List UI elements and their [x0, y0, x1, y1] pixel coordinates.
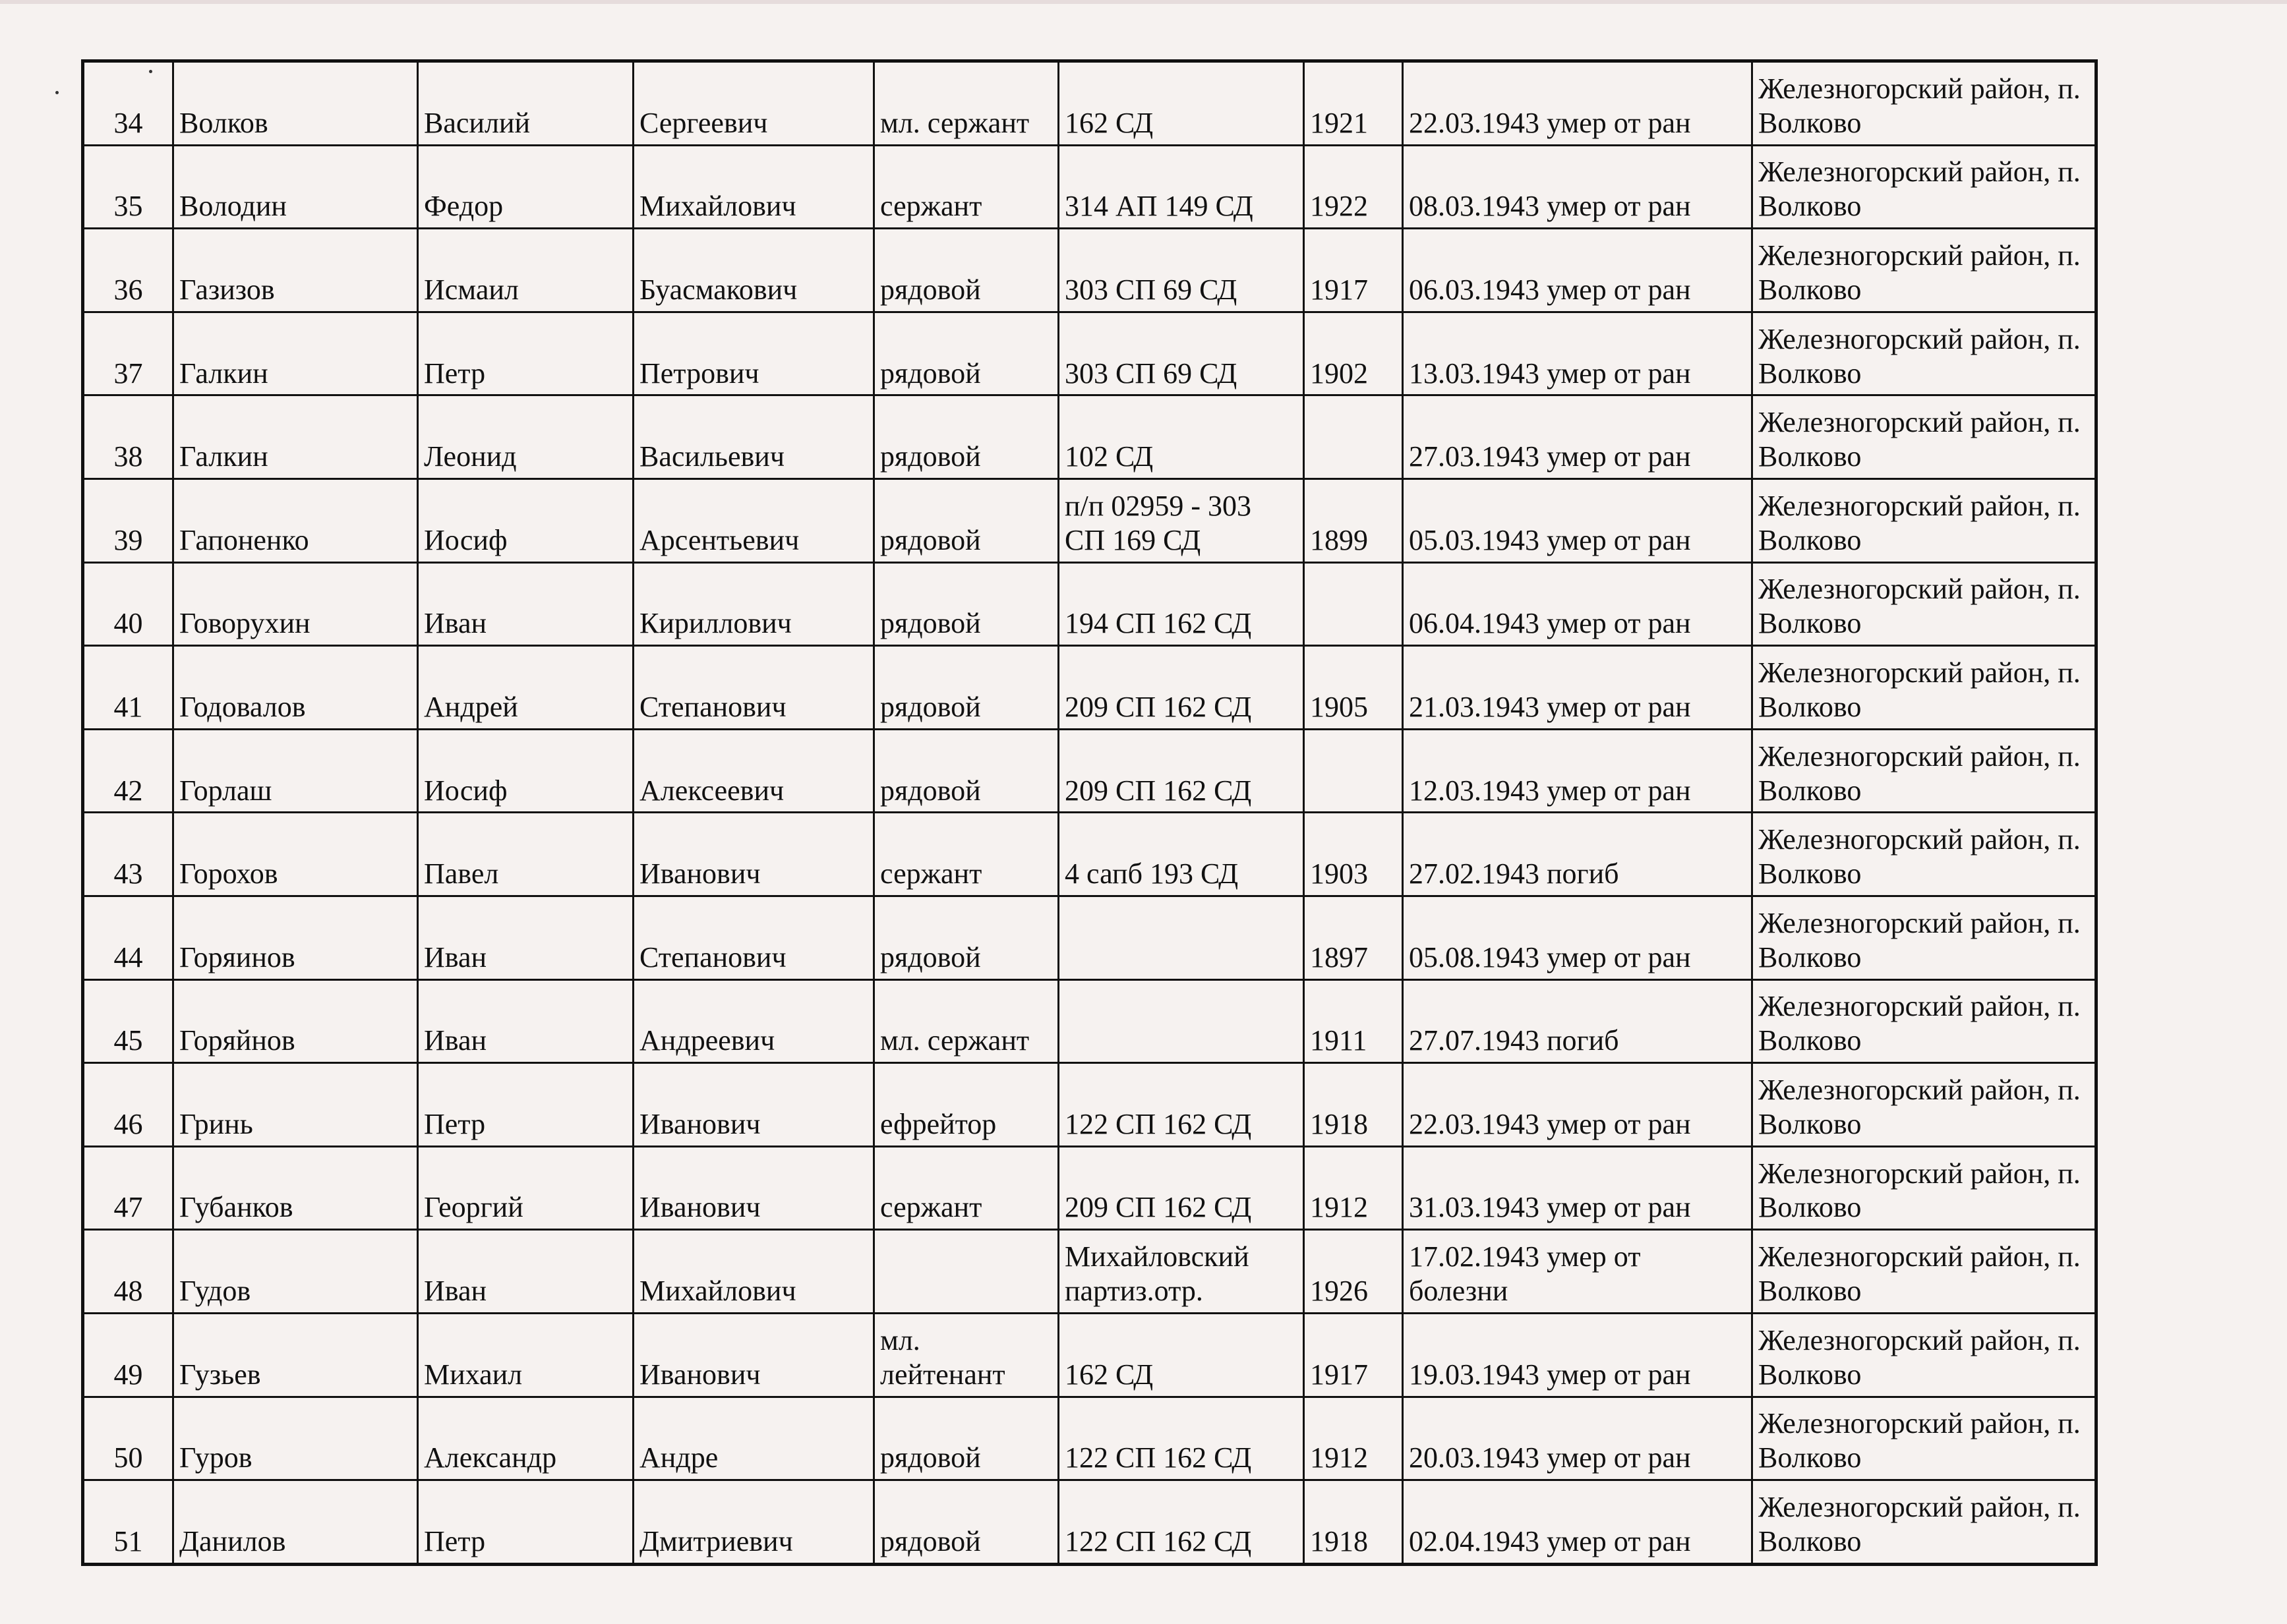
first-name-cell: Петр — [418, 1480, 634, 1565]
rank-cell: сержант — [874, 145, 1059, 229]
surname-cell: Газизов — [173, 229, 418, 312]
unit-cell — [1059, 896, 1304, 980]
birth-year-cell: 1926 — [1304, 1230, 1403, 1314]
death-date-cause-cell: 13.03.1943 умер от ран — [1403, 312, 1752, 395]
surname-cell: Галкин — [173, 395, 418, 479]
rank-cell: рядовой — [874, 479, 1059, 563]
death-date-cause-cell: 12.03.1943 умер от ран — [1403, 729, 1752, 813]
table-row — [83, 1230, 2096, 1314]
burial-place-cell: Железногорский район, п. Волково — [1752, 1146, 2096, 1230]
table-row — [83, 562, 2096, 646]
table-body — [83, 61, 2096, 1565]
first-name-cell: Иван — [418, 896, 634, 980]
rank-cell: рядовой — [874, 312, 1059, 395]
record-number: 48 — [83, 1230, 173, 1314]
patronymic-cell: Кириллович — [634, 562, 874, 646]
burial-place-cell: Железногорский район, п. Волково — [1752, 395, 2096, 479]
birth-year-cell: 1922 — [1304, 145, 1403, 229]
record-number: 42 — [83, 729, 173, 813]
first-name-cell: Иосиф — [418, 479, 634, 563]
table-row — [83, 646, 2096, 730]
death-date-cause-cell: 22.03.1943 умер от ран — [1403, 61, 1752, 146]
patronymic-cell: Степанович — [634, 896, 874, 980]
patronymic-cell: Михайлович — [634, 1230, 874, 1314]
unit-cell: 162 СД — [1059, 1313, 1304, 1397]
burial-place-cell: Железногорский район, п. Волково — [1752, 145, 2096, 229]
burial-list-table — [81, 59, 2098, 1566]
patronymic-cell: Алексеевич — [634, 729, 874, 813]
record-number: 51 — [83, 1480, 173, 1565]
surname-cell: Володин — [173, 145, 418, 229]
surname-cell: Годовалов — [173, 646, 418, 730]
death-date-cause-cell: 06.03.1943 умер от ран — [1403, 229, 1752, 312]
unit-cell: 303 СП 69 СД — [1059, 229, 1304, 312]
patronymic-cell: Степанович — [634, 646, 874, 730]
rank-cell: рядовой — [874, 896, 1059, 980]
death-date-cause-cell: 05.03.1943 умер от ран — [1403, 479, 1752, 563]
record-number: 40 — [83, 562, 173, 646]
patronymic-cell: Иванович — [634, 1063, 874, 1147]
death-date-cause-cell: 31.03.1943 умер от ран — [1403, 1146, 1752, 1230]
surname-cell: Гудов — [173, 1230, 418, 1314]
birth-year-cell: 1905 — [1304, 646, 1403, 730]
burial-place-cell: Железногорский район, п. Волково — [1752, 729, 2096, 813]
surname-cell: Горяйнов — [173, 979, 418, 1063]
death-date-cause-cell: 06.04.1943 умер от ран — [1403, 562, 1752, 646]
rank-cell: ефрейтор — [874, 1063, 1059, 1147]
rank-cell: мл. лейтенант — [874, 1313, 1059, 1397]
first-name-cell: Леонид — [418, 395, 634, 479]
rank-cell: рядовой — [874, 562, 1059, 646]
burial-place-cell: Железногорский район, п. Волково — [1752, 1397, 2096, 1480]
record-number: 45 — [83, 979, 173, 1063]
surname-cell: Гуров — [173, 1397, 418, 1480]
burial-place-cell: Железногорский район, п. Волково — [1752, 61, 2096, 146]
death-date-cause-cell: 05.08.1943 умер от ран — [1403, 896, 1752, 980]
patronymic-cell: Буасмакович — [634, 229, 874, 312]
unit-cell: 209 СП 162 СД — [1059, 729, 1304, 813]
record-number: 37 — [83, 312, 173, 395]
first-name-cell: Петр — [418, 312, 634, 395]
burial-place-cell: Железногорский район, п. Волково — [1752, 562, 2096, 646]
patronymic-cell: Васильевич — [634, 395, 874, 479]
record-number: 50 — [83, 1397, 173, 1480]
unit-cell: 122 СП 162 СД — [1059, 1063, 1304, 1147]
rank-cell: мл. сержант — [874, 979, 1059, 1063]
patronymic-cell: Сергеевич — [634, 61, 874, 146]
patronymic-cell: Иванович — [634, 1313, 874, 1397]
death-date-cause-cell: 27.03.1943 умер от ран — [1403, 395, 1752, 479]
first-name-cell: Иван — [418, 562, 634, 646]
patronymic-cell: Михайлович — [634, 145, 874, 229]
table-row — [83, 729, 2096, 813]
table-row — [83, 229, 2096, 312]
birth-year-cell: 1918 — [1304, 1063, 1403, 1147]
first-name-cell: Петр — [418, 1063, 634, 1147]
patronymic-cell: Арсентьевич — [634, 479, 874, 563]
burial-place-cell: Железногорский район, п. Волково — [1752, 979, 2096, 1063]
surname-cell: Волков — [173, 61, 418, 146]
patronymic-cell: Андре — [634, 1397, 874, 1480]
first-name-cell: Андрей — [418, 646, 634, 730]
table-row — [83, 312, 2096, 395]
first-name-cell: Иосиф — [418, 729, 634, 813]
record-number: 34 — [83, 61, 173, 146]
first-name-cell: Георгий — [418, 1146, 634, 1230]
rank-cell: мл. сержант — [874, 61, 1059, 146]
birth-year-cell: 1917 — [1304, 1313, 1403, 1397]
first-name-cell: Михаил — [418, 1313, 634, 1397]
rank-cell: сержант — [874, 813, 1059, 896]
scan-speck — [55, 91, 59, 94]
death-date-cause-cell: 17.02.1943 умер от болезни — [1403, 1230, 1752, 1314]
unit-cell: 314 АП 149 СД — [1059, 145, 1304, 229]
first-name-cell: Иван — [418, 979, 634, 1063]
unit-cell — [1059, 979, 1304, 1063]
table-row — [83, 395, 2096, 479]
birth-year-cell: 1911 — [1304, 979, 1403, 1063]
burial-place-cell: Железногорский район, п. Волково — [1752, 813, 2096, 896]
rank-cell: сержант — [874, 1146, 1059, 1230]
rank-cell — [874, 1230, 1059, 1314]
record-number: 39 — [83, 479, 173, 563]
birth-year-cell: 1902 — [1304, 312, 1403, 395]
first-name-cell: Василий — [418, 61, 634, 146]
death-date-cause-cell: 19.03.1943 умер от ран — [1403, 1313, 1752, 1397]
record-number: 46 — [83, 1063, 173, 1147]
record-number: 47 — [83, 1146, 173, 1230]
record-number: 36 — [83, 229, 173, 312]
patronymic-cell: Андреевич — [634, 979, 874, 1063]
surname-cell: Говорухин — [173, 562, 418, 646]
rank-cell: рядовой — [874, 395, 1059, 479]
burial-list-sheet — [81, 59, 2094, 1566]
burial-place-cell: Железногорский район, п. Волково — [1752, 1063, 2096, 1147]
table-row — [83, 1313, 2096, 1397]
birth-year-cell — [1304, 562, 1403, 646]
unit-cell: 122 СП 162 СД — [1059, 1397, 1304, 1480]
burial-place-cell: Железногорский район, п. Волково — [1752, 1313, 2096, 1397]
record-number: 44 — [83, 896, 173, 980]
table-row — [83, 479, 2096, 563]
patronymic-cell: Иванович — [634, 813, 874, 896]
record-number: 38 — [83, 395, 173, 479]
death-date-cause-cell: 22.03.1943 умер от ран — [1403, 1063, 1752, 1147]
burial-place-cell: Железногорский район, п. Волково — [1752, 312, 2096, 395]
birth-year-cell: 1918 — [1304, 1480, 1403, 1565]
surname-cell: Данилов — [173, 1480, 418, 1565]
rank-cell: рядовой — [874, 729, 1059, 813]
table-row — [83, 896, 2096, 980]
burial-place-cell: Железногорский район, п. Волково — [1752, 896, 2096, 980]
patronymic-cell: Петрович — [634, 312, 874, 395]
rank-cell: рядовой — [874, 646, 1059, 730]
birth-year-cell: 1903 — [1304, 813, 1403, 896]
birth-year-cell: 1912 — [1304, 1397, 1403, 1480]
table-row — [83, 61, 2096, 146]
table-row — [83, 813, 2096, 896]
first-name-cell: Федор — [418, 145, 634, 229]
burial-place-cell: Железногорский район, п. Волково — [1752, 1230, 2096, 1314]
unit-cell: 209 СП 162 СД — [1059, 646, 1304, 730]
patronymic-cell: Иванович — [634, 1146, 874, 1230]
table-row — [83, 1480, 2096, 1565]
table-row — [83, 979, 2096, 1063]
unit-cell: 122 СП 162 СД — [1059, 1480, 1304, 1565]
first-name-cell: Александр — [418, 1397, 634, 1480]
record-number: 43 — [83, 813, 173, 896]
rank-cell: рядовой — [874, 229, 1059, 312]
first-name-cell: Павел — [418, 813, 634, 896]
unit-cell: 162 СД — [1059, 61, 1304, 146]
birth-year-cell: 1921 — [1304, 61, 1403, 146]
unit-cell: 303 СП 69 СД — [1059, 312, 1304, 395]
birth-year-cell — [1304, 729, 1403, 813]
record-number: 49 — [83, 1313, 173, 1397]
unit-cell: Михайловский партиз.отр. — [1059, 1230, 1304, 1314]
surname-cell: Гапоненко — [173, 479, 418, 563]
death-date-cause-cell: 20.03.1943 умер от ран — [1403, 1397, 1752, 1480]
table-row — [83, 1397, 2096, 1480]
death-date-cause-cell: 21.03.1943 умер от ран — [1403, 646, 1752, 730]
burial-place-cell: Железногорский район, п. Волково — [1752, 1480, 2096, 1565]
death-date-cause-cell: 08.03.1943 умер от ран — [1403, 145, 1752, 229]
surname-cell: Гринь — [173, 1063, 418, 1147]
surname-cell: Гузьев — [173, 1313, 418, 1397]
burial-place-cell: Железногорский район, п. Волково — [1752, 479, 2096, 563]
burial-place-cell: Железногорский район, п. Волково — [1752, 646, 2096, 730]
rank-cell: рядовой — [874, 1397, 1059, 1480]
surname-cell: Губанков — [173, 1146, 418, 1230]
surname-cell: Галкин — [173, 312, 418, 395]
rank-cell: рядовой — [874, 1480, 1059, 1565]
table-row — [83, 1146, 2096, 1230]
death-date-cause-cell: 27.07.1943 погиб — [1403, 979, 1752, 1063]
birth-year-cell: 1897 — [1304, 896, 1403, 980]
unit-cell: 4 сапб 193 СД — [1059, 813, 1304, 896]
record-number: 35 — [83, 145, 173, 229]
unit-cell: 102 СД — [1059, 395, 1304, 479]
unit-cell: 194 СП 162 СД — [1059, 562, 1304, 646]
birth-year-cell: 1912 — [1304, 1146, 1403, 1230]
first-name-cell: Исмаил — [418, 229, 634, 312]
unit-cell: 209 СП 162 СД — [1059, 1146, 1304, 1230]
table-row — [83, 1063, 2096, 1147]
burial-place-cell: Железногорский район, п. Волково — [1752, 229, 2096, 312]
table-row — [83, 145, 2096, 229]
birth-year-cell: 1917 — [1304, 229, 1403, 312]
death-date-cause-cell: 02.04.1943 умер от ран — [1403, 1480, 1752, 1565]
surname-cell: Горяинов — [173, 896, 418, 980]
birth-year-cell — [1304, 395, 1403, 479]
death-date-cause-cell: 27.02.1943 погиб — [1403, 813, 1752, 896]
birth-year-cell: 1899 — [1304, 479, 1403, 563]
unit-cell: п/п 02959 - 303 СП 169 СД — [1059, 479, 1304, 563]
surname-cell: Горлаш — [173, 729, 418, 813]
surname-cell: Горохов — [173, 813, 418, 896]
record-number: 41 — [83, 646, 173, 730]
patronymic-cell: Дмитриевич — [634, 1480, 874, 1565]
first-name-cell: Иван — [418, 1230, 634, 1314]
